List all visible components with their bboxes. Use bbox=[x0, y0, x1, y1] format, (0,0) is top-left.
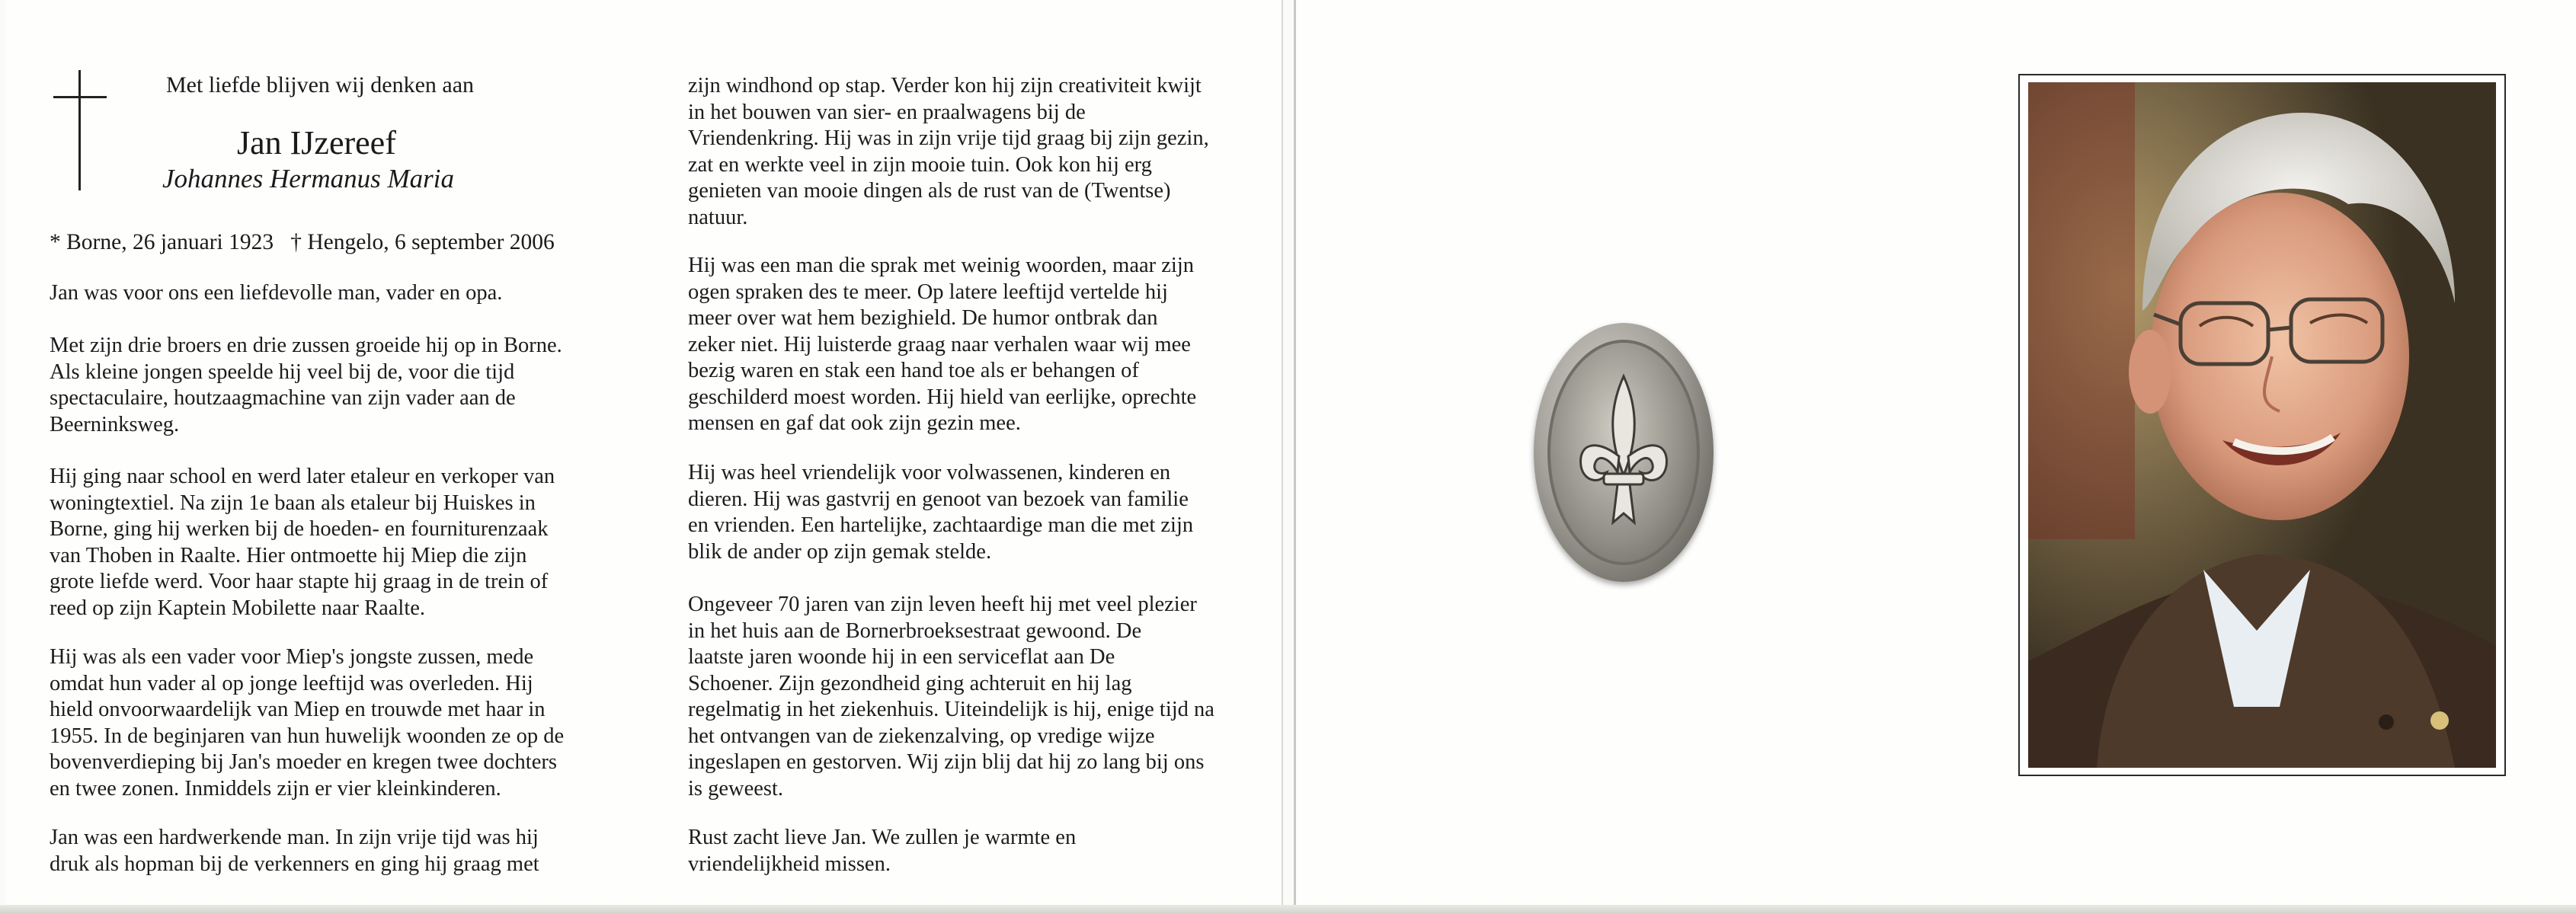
paragraph: Ongeveer 70 jaren van zijn leven heeft hij met veel plezier in het huis aan de Bornerbroeksestraat gewoond. De laatste jaren woonde hij in een serviceflat aan De Schoener. Zijn gezondheid ging achteruit en hij lag regelmatig in het ziekenhuis. Uiteindelijk is hij, enige tijd na het ontvangen van de ziekenzalving, op vredige wijze ingeslapen en gestorven. Wij zijn blij dat hij zo lang bij ons is geweest. bbox=[688, 593, 1214, 801]
paragraph: zijn windhond op stap. Verder kon hij zijn creativiteit kwijt in het bouwen van sier- en praalwagens bij de Vriendenkring. Hij was in zijn vrije tijd graag bij zijn gezin, zat en werkte veel in zijn mooie tuin. Ook kon hij erg genieten van mooie dingen als de rust van de (Twentse) natuur. bbox=[688, 74, 1209, 229]
deceased-full-name: Johannes Hermanus Maria bbox=[162, 164, 455, 193]
card-edge bbox=[0, 905, 2576, 914]
paragraph: Jan was voor ons een liefdevolle man, vader en opa. bbox=[50, 281, 503, 305]
fleur-de-lis-icon bbox=[1534, 323, 1714, 582]
portrait-photo bbox=[2028, 82, 2496, 768]
paragraph: Hij ging naar school en werd later etaleur en verkoper van woningtextiel. Na zijn 1e baan als etaleur bij Huiskes in Borne, ging hij werken bij de hoeden- en fourniturenzaak van Thoben in Raalte. Hier ontmoette hij Miep die zijn grote liefde werd. Voor haar stapte hij graag in de trein of reed op zijn Kaptein Mobilette naar Raalte. bbox=[50, 465, 555, 620]
deceased-name: Jan IJzereef bbox=[237, 124, 396, 161]
left-page bbox=[6, 0, 1283, 911]
paragraph: Rust zacht lieve Jan. We zullen je warmte en vriendelijkheid missen. bbox=[688, 826, 1077, 876]
paragraph: Hij was heel vriendelijk voor volwassenen, kinderen en dieren. Hij was gastvrij en genoot van bezoek van familie en vrienden. Een hartelijke, zachtaardige man die met zijn blik de ander op zijn gemak stelde. bbox=[688, 461, 1194, 564]
paragraph: Jan was een hardwerkende man. In zijn vrije tijd was hij druk als hopman bij de verkenners en ging hij graag met bbox=[50, 826, 539, 876]
right-page bbox=[1294, 0, 2576, 911]
birth-death-dates: * Borne, 26 januari 1923 † Hengelo, 6 september 2006 bbox=[50, 230, 555, 254]
paragraph: Met zijn drie broers en drie zussen groeide hij op in Borne. Als kleine jongen speelde hij veel bij de, voor die tijd spectaculaire, houtzaagmachine van zijn vader aan de Beerninksweg. bbox=[50, 334, 562, 436]
portrait-photo-frame bbox=[2018, 74, 2506, 776]
paragraph: Hij was een man die sprak met weinig woorden, maar zijn ogen spraken des te meer. Op latere leeftijd vertelde hij meer over wat hem bezighield. De humor ontbrak dan zeker niet. Hij luisterde graag naar verhalen waar wij mee bezig waren en stak een hand toe als er behangen of geschilderd moest worden. Hij hield van eerlijke, oprechte mensen en gaf dat ook zijn gezin mee. bbox=[688, 254, 1197, 435]
paragraph: Hij was als een vader voor Miep's jongste zussen, mede omdat hun vader al op jonge leeftijd was overleden. Hij hield onvoorwaardelijk van Miep en trouwde met haar in 1955. In de beginjaren van hun huwelijk woonden ze op de bovenverdieping bij Jan's moeder en kregen twee dochters en twee zonen. Inmiddels zijn er vier kleinkinderen. bbox=[50, 645, 565, 801]
intro-line: Met liefde blijven wij denken aan bbox=[166, 72, 475, 97]
cross-icon bbox=[53, 70, 107, 190]
